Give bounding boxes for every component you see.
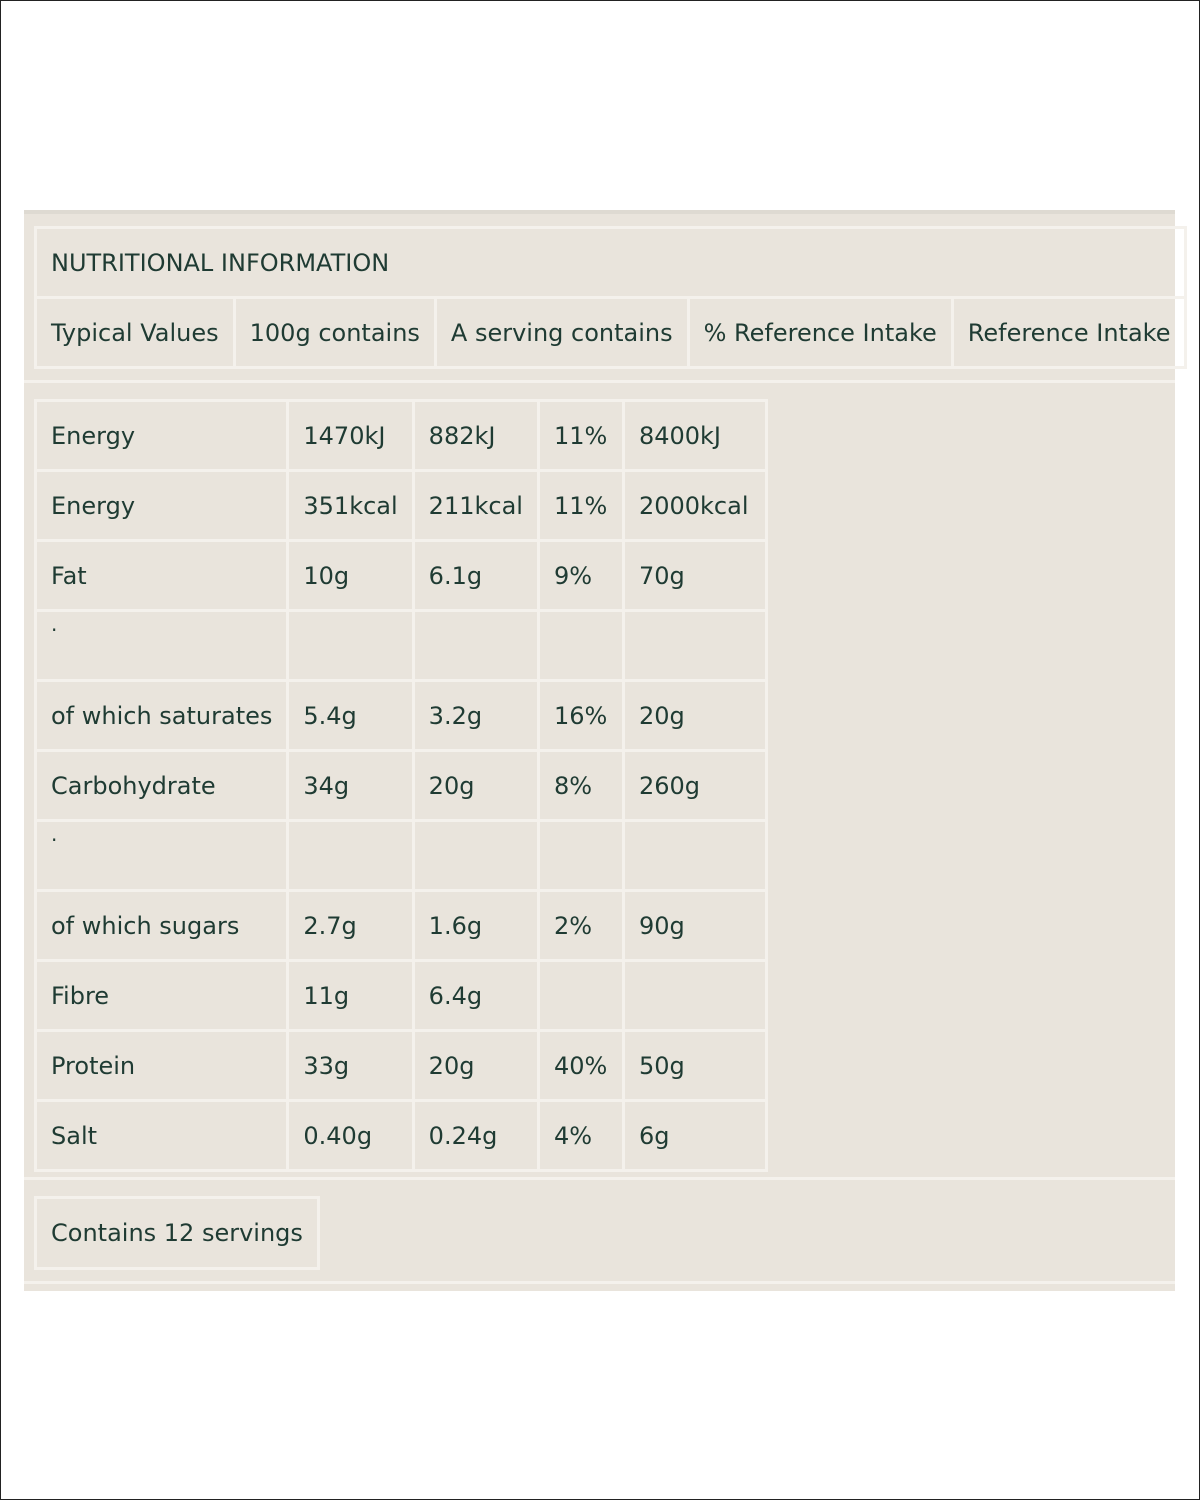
nutrient-row xyxy=(36,751,767,821)
nutrient-value xyxy=(288,821,413,891)
section-divider xyxy=(24,1177,1175,1180)
nutrient-name: Energy xyxy=(36,471,288,541)
nutrient-value: 0.24g xyxy=(413,1101,538,1171)
nutrient-name: . xyxy=(36,611,288,681)
column-header: Reference Intake xyxy=(952,298,1186,368)
nutrient-value: 5.4g xyxy=(288,681,413,751)
nutrient-value: 50g xyxy=(623,1031,766,1101)
nutrient-value xyxy=(288,611,413,681)
servings-note: Contains 12 servings xyxy=(36,1198,319,1269)
section-divider xyxy=(24,1281,1175,1284)
nutrient-value: 2.7g xyxy=(288,891,413,961)
nutrient-row xyxy=(36,471,767,541)
nutrient-value: 8% xyxy=(538,751,623,821)
nutrient-value xyxy=(538,611,623,681)
nutrient-name: of which saturates xyxy=(36,681,288,751)
nutrient-value: 3.2g xyxy=(413,681,538,751)
nutrient-value: 20g xyxy=(623,681,766,751)
nutrient-name: Energy xyxy=(36,401,288,471)
nutrient-name: Salt xyxy=(36,1101,288,1171)
column-header: A serving contains xyxy=(435,298,688,368)
nutrient-row xyxy=(36,681,767,751)
nutrient-row xyxy=(36,961,767,1031)
nutrient-value: 882kJ xyxy=(413,401,538,471)
nutrient-row xyxy=(36,611,767,681)
nutrient-value: 6g xyxy=(623,1101,766,1171)
nutrient-value: 33g xyxy=(288,1031,413,1101)
nutrient-value: 2% xyxy=(538,891,623,961)
nutrient-value xyxy=(538,821,623,891)
section-divider xyxy=(24,380,1175,383)
nutrient-value xyxy=(623,821,766,891)
nutrient-name: Protein xyxy=(36,1031,288,1101)
nutrient-row xyxy=(36,541,767,611)
nutrient-value: 20g xyxy=(413,1031,538,1101)
nutrient-value: 11g xyxy=(288,961,413,1031)
nutrient-value: 70g xyxy=(623,541,766,611)
servings-table xyxy=(34,1196,320,1270)
servings-row xyxy=(36,1198,319,1269)
nutrient-value: 20g xyxy=(413,751,538,821)
nutrient-value xyxy=(413,821,538,891)
nutrient-value: 211kcal xyxy=(413,471,538,541)
nutrient-value: 4% xyxy=(538,1101,623,1171)
nutrient-name: Fat xyxy=(36,541,288,611)
nutrient-name: Carbohydrate xyxy=(36,751,288,821)
nutrition-header-table xyxy=(34,226,1187,369)
nutrient-name: Fibre xyxy=(36,961,288,1031)
nutrient-value: 1470kJ xyxy=(288,401,413,471)
nutrient-value xyxy=(538,961,623,1031)
nutrient-value: 351kcal xyxy=(288,471,413,541)
nutrient-value: 10g xyxy=(288,541,413,611)
nutrient-row xyxy=(36,401,767,471)
nutrient-value: 6.1g xyxy=(413,541,538,611)
nutrient-value: 260g xyxy=(623,751,766,821)
nutrient-row xyxy=(36,1031,767,1101)
nutrition-panel xyxy=(24,210,1175,1291)
nutrient-value: 2000kcal xyxy=(623,471,766,541)
nutrient-value: 90g xyxy=(623,891,766,961)
nutrient-value: 11% xyxy=(538,401,623,471)
nutrient-value: 34g xyxy=(288,751,413,821)
column-header: % Reference Intake xyxy=(688,298,952,368)
column-header-row xyxy=(36,298,1186,368)
nutrient-row xyxy=(36,821,767,891)
nutrient-row xyxy=(36,891,767,961)
nutrient-value xyxy=(413,611,538,681)
nutrient-name: of which sugars xyxy=(36,891,288,961)
nutrient-value: 1.6g xyxy=(413,891,538,961)
column-header: Typical Values xyxy=(36,298,235,368)
nutrient-value xyxy=(623,961,766,1031)
nutrient-value: 16% xyxy=(538,681,623,751)
nutrient-value: 11% xyxy=(538,471,623,541)
nutrient-value: 6.4g xyxy=(413,961,538,1031)
nutrient-value: 40% xyxy=(538,1031,623,1101)
nutrient-value: 0.40g xyxy=(288,1101,413,1171)
nutrient-value xyxy=(623,611,766,681)
title-row xyxy=(36,228,1186,298)
nutrient-value: 8400kJ xyxy=(623,401,766,471)
nutrition-title: NUTRITIONAL INFORMATION xyxy=(36,228,1186,298)
nutrient-value: 9% xyxy=(538,541,623,611)
nutrient-row xyxy=(36,1101,767,1171)
nutrient-name: . xyxy=(36,821,288,891)
column-header: 100g contains xyxy=(234,298,435,368)
nutrition-values-table xyxy=(34,399,768,1172)
